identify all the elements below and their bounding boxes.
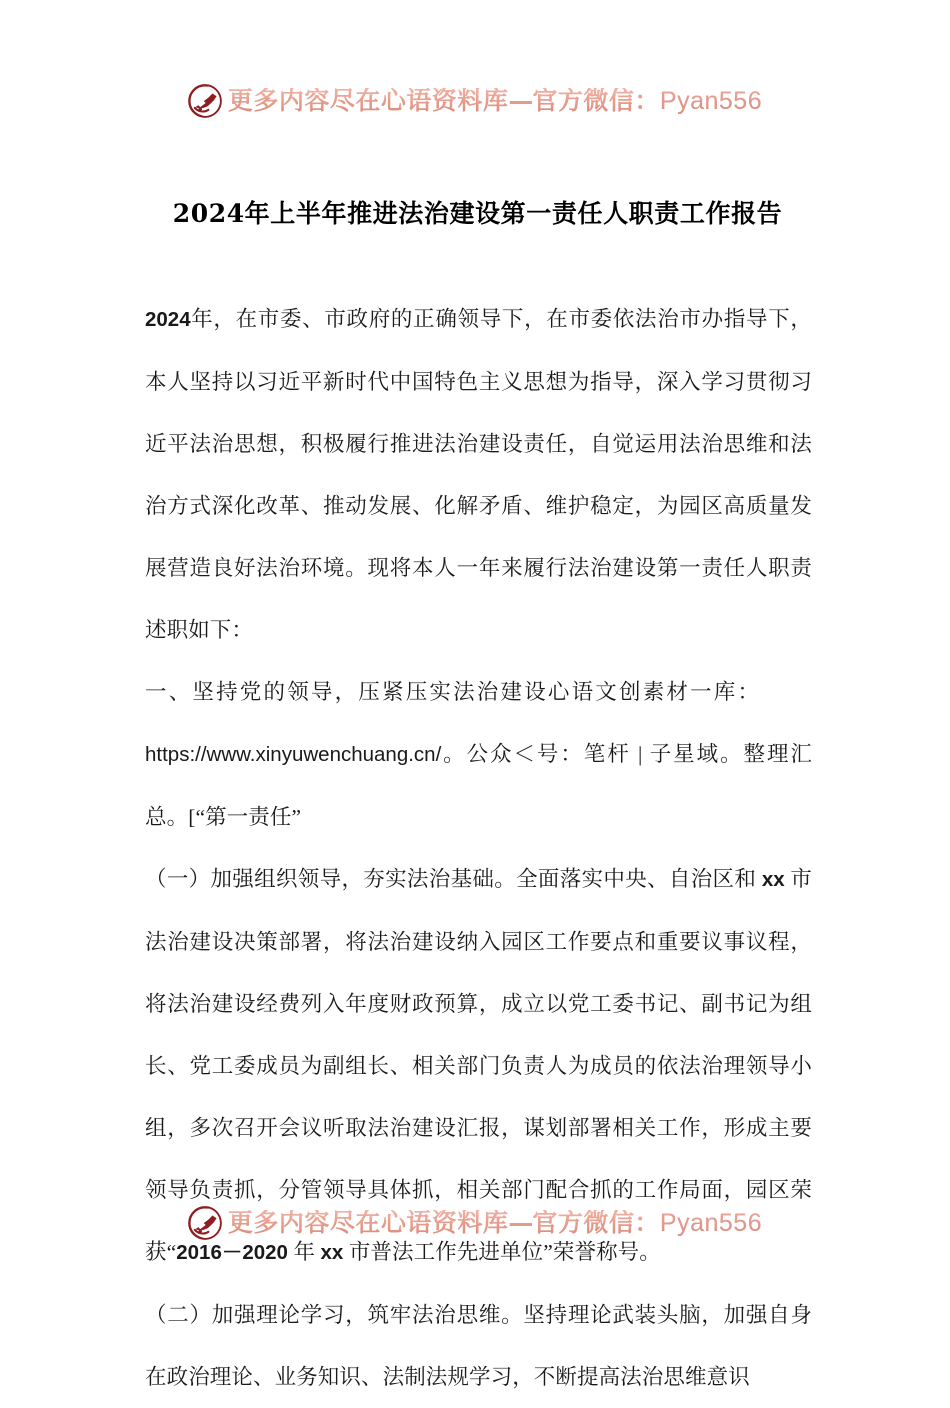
text-run: 市普法工作先进单位”荣誉称号。 (343, 1240, 661, 1264)
text-run: 年 (287, 1240, 321, 1264)
page-title: 2024年上半年推进法治建设第一责任人职责工作报告 (172, 198, 783, 228)
text-run: xx (320, 1241, 344, 1264)
text-run: 2024 (145, 308, 191, 331)
text-run: 2016－2020 (176, 1241, 288, 1264)
watermark-suffix: 官方微信： (532, 86, 660, 115)
paragraph-section-one-heading (145, 661, 812, 723)
paragraph-item-two (145, 1284, 812, 1408)
paragraph-source-note (145, 723, 812, 848)
watermark-wechat-id: Pyan556 (659, 1209, 763, 1237)
watermark-top (0, 84, 950, 118)
text-run: （一）加强组织领导，夯实法治基础。全面落实中央、自治区和 (145, 867, 762, 891)
text-run: 年，在市委、市政府的正确领导下，在市委依法治市办指导下，本人坚持以习近平新时代中国特色主义思想为指导，深入学习贯彻习近平法治思想，积极履行推进法治建设责任，自觉运用法治思维和法治方式深化改革、推动发展、化解矛盾、维护稳定，为园区高质量发展营造良好法治环境。现将本人一年来履行法治建设第一责任人职责述职如下： (145, 307, 812, 642)
text-run: 。公众＜号：笔杆 | 子星域。整理汇总。[“第一责任” (145, 742, 812, 829)
watermark-text (228, 1210, 762, 1236)
watermark-suffix: 官方微信： (532, 1208, 660, 1237)
watermark-prefix: 更多内容尽在心语资料库 (227, 86, 509, 115)
brush-seal-logo-icon (188, 1206, 222, 1240)
watermark-dash: — (508, 86, 533, 115)
watermark-bottom (0, 1206, 950, 1240)
watermark-dash: — (508, 1208, 533, 1237)
watermark-text (228, 88, 762, 114)
text-run: https://www.xinyuwenchuang.cn/ (145, 743, 442, 766)
paragraph-intro (145, 288, 812, 661)
document-body (145, 288, 812, 1408)
watermark-prefix: 更多内容尽在心语资料库 (227, 1208, 509, 1237)
watermark-wechat-id: Pyan556 (659, 87, 763, 115)
text-run: 一、坚持党的领导，压紧压实法治建设心语文创素材一库： (145, 680, 762, 704)
text-run: xx (761, 868, 785, 891)
text-run: （二）加强理论学习，筑牢法治思维。坚持理论武装头脑，加强自身在政治理论、业务知识、法制法规学习，不断提高法治思维意识 (145, 1303, 812, 1389)
text-run: 市法治建设决策部署，将法治建设纳入园区工作要点和重要议事议程，将法治建设经费列入年度财政预算，成立以党工委书记、副书记为组长、党工委成员为副组长、相关部门负责人为成员的依法治理领导小组，多次召开会议听取法治建设汇报，谋划部署相关工作，形成主要领导负责抓，分管领导具体抓，相关部门配合抓的工作局面，园区荣获“ (145, 867, 813, 1264)
brush-seal-logo-icon (188, 84, 222, 118)
